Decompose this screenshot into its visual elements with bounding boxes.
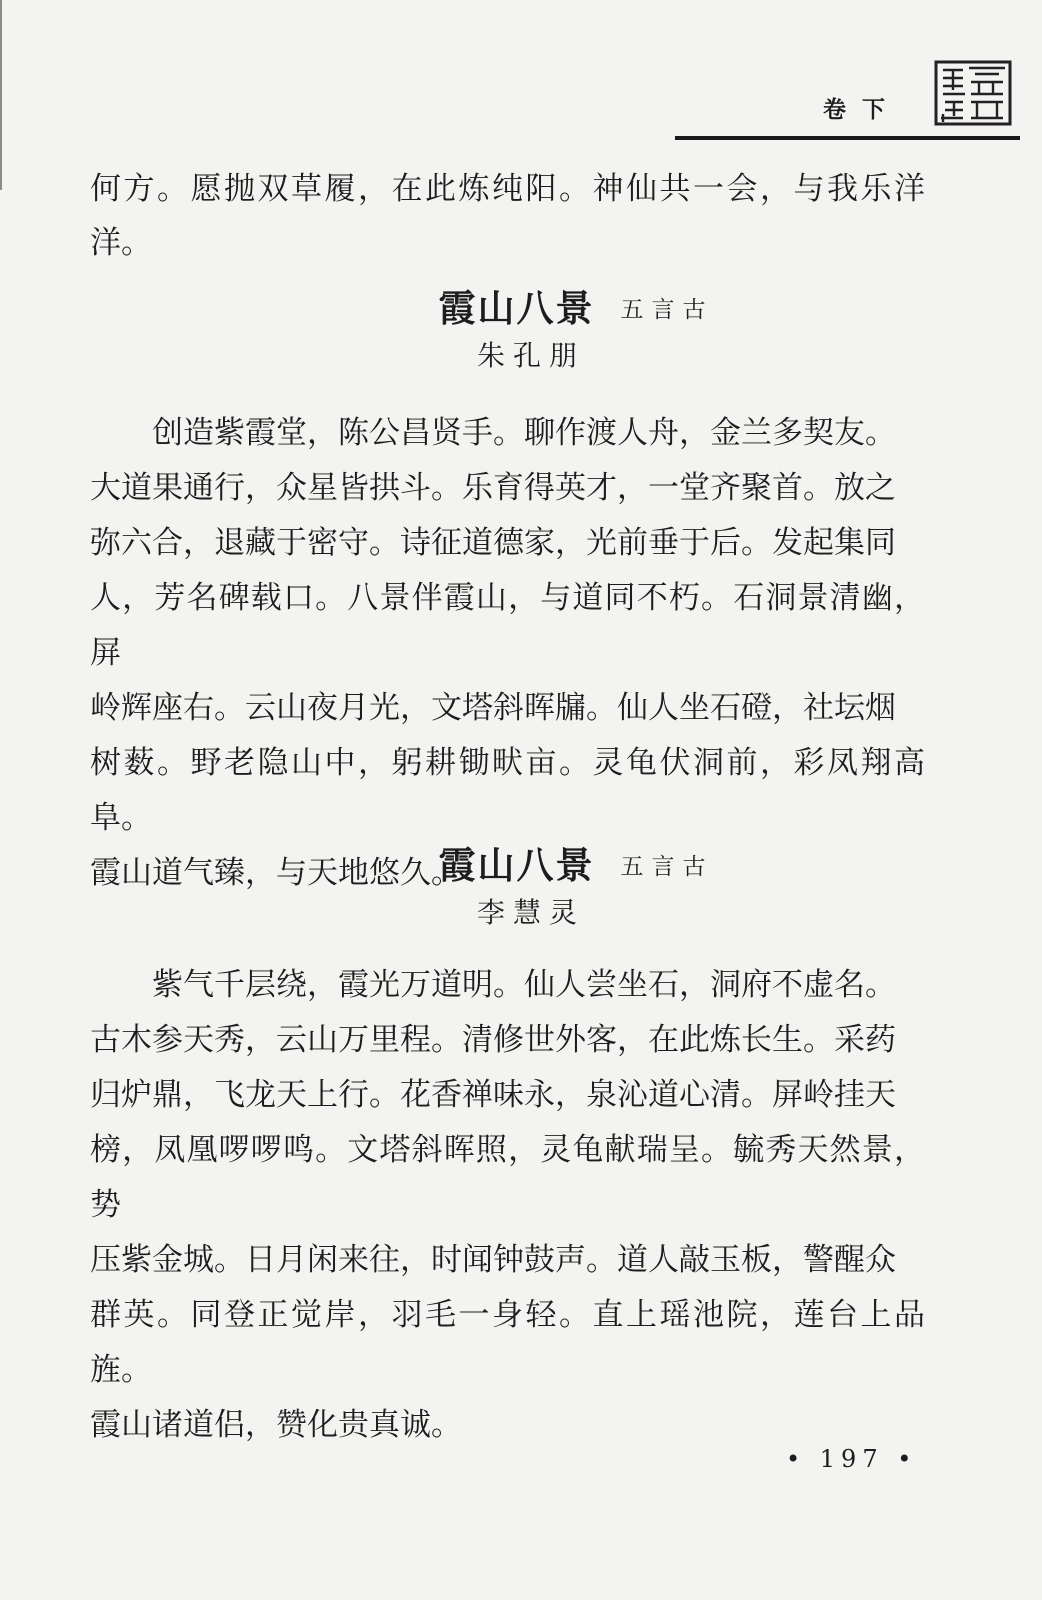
poem-line: 霞山诸道侣，赞化贵真诚。 (90, 1407, 462, 1443)
poem-line: 弥六合，退藏于密守。诗征道德家，光前垂于后。发起集同 (90, 525, 896, 561)
poem-author-2: 李慧灵 (476, 896, 585, 929)
poem-title-text: 霞山八景 (438, 844, 595, 887)
page-header (675, 50, 1020, 150)
poem-line: 霞山道气臻，与天地悠久。 (90, 855, 462, 891)
page-edge-mark (0, 0, 2, 190)
poem-line: 大道果通行，众星皆拱斗。乐育得英才，一堂齐聚首。放之 (90, 470, 896, 506)
poem-line: 人，芳名碑载口。八景伴霞山，与道同不朽。石洞景清幽，屏 (90, 580, 925, 671)
poem-line: 榜，凤凰啰啰鸣。文塔斜晖照，灵龟献瑞呈。毓秀天然景，势 (90, 1132, 925, 1223)
continued-poem-line: 何方。愿抛双草履，在此炼纯阳。神仙共一会，与我乐洋洋。 (90, 171, 925, 261)
page-number: • 197 • (786, 1445, 918, 1473)
poem-line: 古木参天秀，云山万里程。清修世外客，在此炼长生。采药 (90, 1022, 896, 1058)
poem-form-label: 五言古 (620, 854, 714, 880)
poem-line: 树薮。野老隐山中，躬耕锄畎亩。灵龟伏洞前，彩凤翔高阜。 (90, 745, 925, 836)
poem-author-1: 朱孔朋 (476, 339, 585, 372)
poem-line: 创造紫霞堂，陈公昌贤手。聊作渡人舟，金兰多契友。 (90, 415, 896, 451)
poem-line: 紫气千层绕，霞光万道明。仙人尝坐石，洞府不虚名。 (90, 967, 896, 1003)
poem-form-label: 五言古 (620, 297, 714, 323)
poem-title-1 (0, 278, 1042, 332)
poem-body-2 (90, 958, 925, 1453)
poem-line: 归炉鼎，飞龙天上行。花香禅味永，泉沁道心清。屏岭挂天 (90, 1077, 896, 1113)
poem-line: 岭辉座右。云山夜月光，文塔斜晖牖。仙人坐石磴，社坛烟 (90, 690, 896, 726)
header-rule (675, 136, 1020, 140)
poem-title-text: 霞山八景 (438, 287, 595, 330)
poem-body-1 (90, 406, 925, 901)
seal-logo-icon (933, 58, 1013, 128)
poem-line: 压紫金城。日月闲来往，时闻钟鼓声。道人敲玉板，警醒众 (90, 1242, 896, 1278)
poem-line: 群英。同登正觉岸，羽毛一身轻。直上瑶池院，莲台上品旌。 (90, 1297, 925, 1388)
poem-title-2 (0, 835, 1042, 889)
running-head: 卷下 (823, 97, 901, 123)
